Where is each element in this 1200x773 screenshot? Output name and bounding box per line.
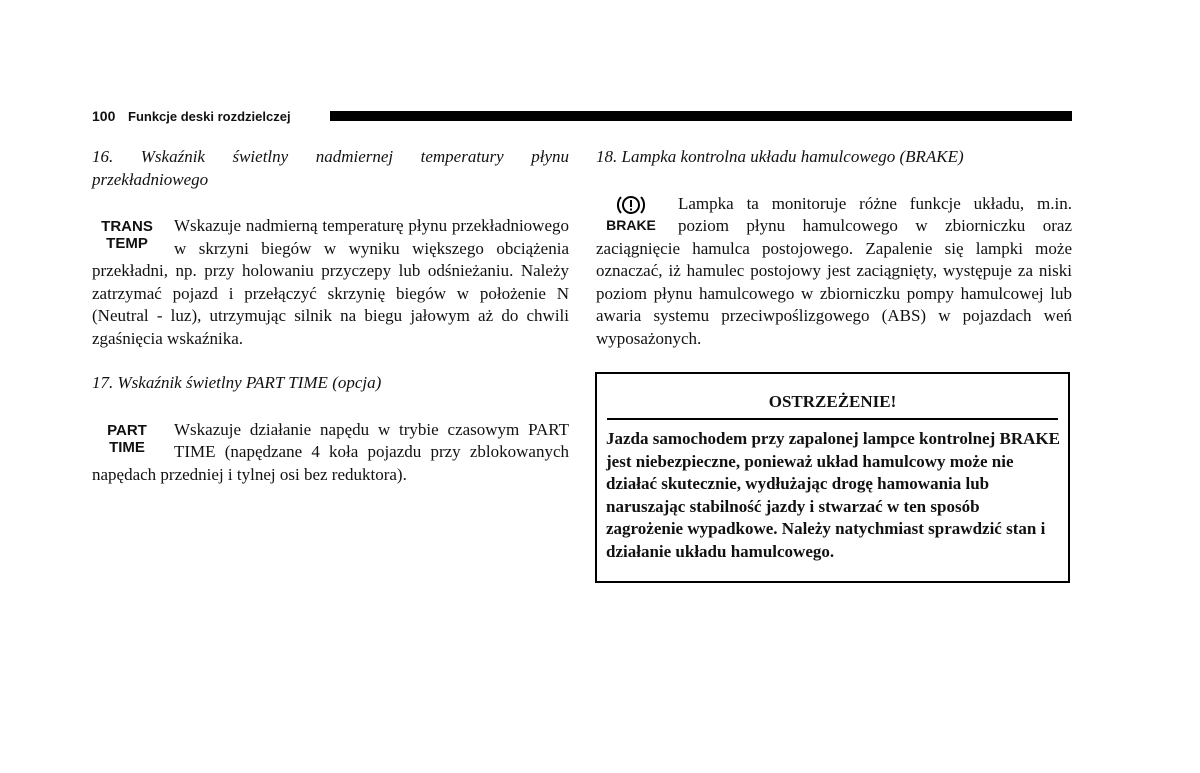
brake-icon-label: BRAKE [606, 216, 656, 233]
warning-body: Jazda samochodem przy zapalonej lampce kontrolnej BRAKE jest niebezpieczne, ponieważ układ hamulcowy może nie działać skutecznie, wydłużając drogę hamowania lub naruszając stabilność jazdy i stwarzać w ten sposób zagrożenie wypadkowe. Należy natychmiast sprawdzić stan i działanie układu hamulcowego. [606, 429, 1060, 561]
warning-title: OSTRZEŻENIE! [607, 392, 1058, 420]
brake-circle-icon [616, 194, 646, 216]
page-header [92, 108, 1072, 128]
warning-box [595, 372, 1070, 583]
brake-warning-icon [600, 194, 662, 233]
item18-heading: 18. Lampka kontrolna układu hamulcowego (BRAKE) [596, 147, 964, 166]
item16-heading: 16. Wskaźnik świetlny nadmiernej temperatury płynu przekładniowego [92, 147, 569, 189]
item17-body: Wskazuje działanie napędu w trybie czasowym PART TIME (napędzane 4 koła pojazdu przy zblokowanych napędach przedniej i tylnej osi bez reduktora). [92, 419, 569, 484]
part-time-line1: PART [107, 421, 147, 439]
page-number: 100 [92, 108, 116, 124]
right-column [596, 146, 1072, 350]
trans-temp-line2: TEMP [106, 235, 148, 252]
header-rule [330, 111, 1072, 121]
part-time-indicator-icon [96, 419, 158, 456]
item16-block [92, 215, 569, 350]
item18-body: Lampka ta monitoruje różne funkcje układu, m.in. poziom płynu hamulcowego w zbiorniczku oraz zaciągnięcie hamulca postojowego. Zapalenie się lampki może oznaczać, iż hamulec postojowy jest zaciągnięty, występuje za niski poziom płynu hamulcowego w zbiorniczku pompy hamulcowej lub awaria systemu przeciwpoślizgowego (ABS) w pojazdach weń wyposażonych. [596, 193, 1072, 348]
section-title: Funkcje deski rozdzielczej [128, 109, 291, 124]
item16-body: Wskazuje nadmierną temperaturę płynu przekładniowego w skrzyni biegów w wyniku większego obciążenia przekładni, np. przy holowaniu przyczepy lub odśnieżaniu. Należy zatrzymać pojazd i przełączyć skrzynię biegów w położenie N (Neutral - luz), utrzymując silnik na biegu jałowym aż do chwili zgaśnięcia wskaźnika. [92, 216, 569, 348]
part-time-line2: TIME [109, 438, 145, 456]
item17-heading: 17. Wskaźnik świetlny PART TIME (opcja) [92, 373, 382, 392]
item18-block [596, 193, 1072, 351]
trans-temp-indicator-icon [96, 215, 158, 252]
item17-block [92, 419, 569, 487]
trans-temp-line1: TRANS [101, 218, 153, 235]
left-column [92, 146, 569, 486]
